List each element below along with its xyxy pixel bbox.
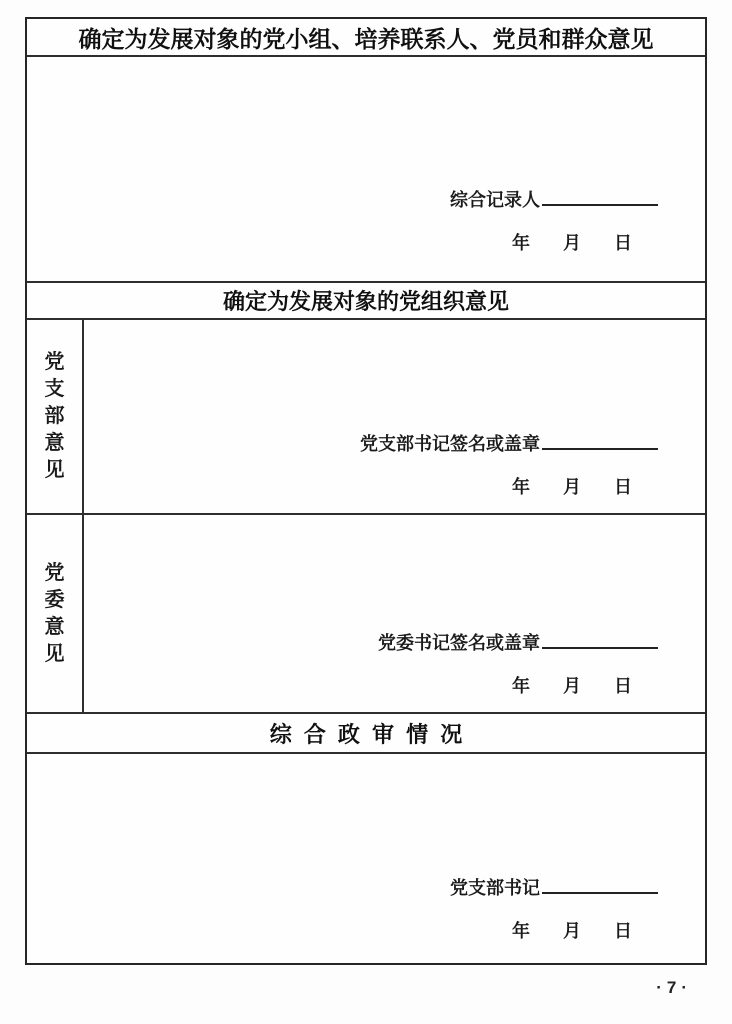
branch-secretary-signature-row	[360, 430, 658, 456]
section-title-org-opinion: 确定为发展对象的党组织意见	[27, 283, 705, 320]
date-day-label: 日	[614, 676, 632, 696]
branch-opinion-date-row	[512, 473, 632, 499]
committee-opinion-side-cell	[27, 515, 84, 712]
branch-secretary-signature-line	[542, 438, 658, 450]
branch-secretary-signer-label: 党支部书记签名或盖章	[360, 434, 540, 454]
group-opinion-content-area	[27, 57, 705, 283]
date-month-label: 月	[563, 233, 581, 253]
section-title-political-review: 综合政审情况	[27, 714, 705, 754]
date-day-label: 日	[614, 477, 632, 497]
date-month-label: 月	[563, 477, 581, 497]
branch-opinion-side-label: 党支部意见	[44, 351, 65, 481]
membership-development-form	[25, 17, 707, 965]
committee-secretary-signer-label: 党委书记签名或盖章	[378, 633, 540, 653]
recorder-signature-line	[542, 194, 658, 206]
recorder-label: 综合记录人	[450, 190, 540, 210]
review-secretary-signature-row	[450, 874, 658, 900]
review-secretary-signer-label: 党支部书记	[450, 878, 540, 898]
branch-opinion-row	[27, 320, 705, 515]
date-year-label: 年	[512, 233, 530, 253]
political-review-date-row	[512, 917, 632, 943]
date-year-label: 年	[512, 676, 530, 696]
date-year-label: 年	[512, 921, 530, 941]
group-opinion-date-row	[512, 229, 632, 255]
date-month-label: 月	[563, 921, 581, 941]
date-year-label: 年	[512, 477, 530, 497]
committee-secretary-signature-line	[542, 637, 658, 649]
date-month-label: 月	[563, 676, 581, 696]
committee-opinion-side-label: 党委意见	[44, 561, 65, 665]
recorder-signature-row	[450, 186, 658, 212]
review-secretary-signature-line	[542, 882, 658, 894]
date-day-label: 日	[614, 921, 632, 941]
committee-opinion-content-area	[84, 515, 705, 712]
committee-secretary-signature-row	[378, 629, 658, 655]
section-title-group-opinion: 确定为发展对象的党小组、培养联系人、党员和群众意见	[27, 19, 705, 57]
branch-opinion-side-cell	[27, 320, 84, 513]
date-day-label: 日	[614, 233, 632, 253]
political-review-content-area	[27, 754, 705, 963]
committee-opinion-date-row	[512, 672, 632, 698]
page-number: ·7·	[656, 978, 692, 997]
committee-opinion-row	[27, 515, 705, 714]
branch-opinion-content-area	[84, 320, 705, 513]
